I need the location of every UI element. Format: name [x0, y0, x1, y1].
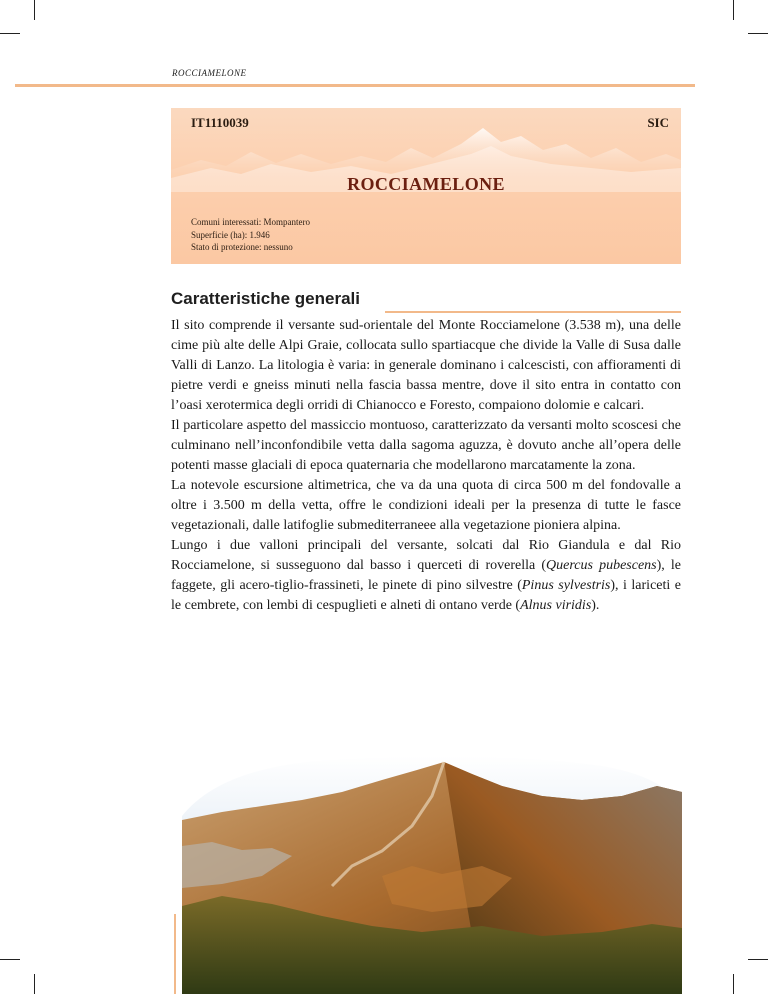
running-head: ROCCIAMELONE: [172, 68, 247, 78]
meta-protezione: Stato di protezione: nessuno: [191, 242, 293, 252]
crop-mark: [0, 33, 20, 34]
section-rule: [385, 311, 681, 313]
crop-mark: [0, 959, 20, 960]
meta-superficie: Superficie (ha): 1.946: [191, 229, 270, 240]
crop-mark: [34, 974, 35, 994]
section-title: Caratteristiche generali: [171, 289, 360, 308]
site-code: IT1110039: [191, 115, 249, 130]
header-rule: [15, 84, 695, 87]
crop-mark: [748, 959, 768, 960]
site-banner: [171, 108, 681, 264]
body-text: [171, 316, 681, 616]
crop-mark: [733, 0, 734, 20]
paragraph: La notevole escursione altimetrica, che va da una quota di circa 500 m del fondovalle a oltre i 3.500 m della vetta, offre le condizioni ideali per la presenza di tutte le fasce vegetazionali, dalle latifoglie submediterraneee alla vegetazione pioniera alpina.: [171, 478, 681, 533]
paragraph: Lungo i due valloni principali del versante, solcati dal Rio Giandula e dal Rio Rocciamelone, si susseguono dal basso i querceti di roverella (Quercus pubescens), le faggete, gli acero-tiglio-frassineti, le pinete di pino silvestre (Pinus sylvestris), i lariceti e le cembrete, con lembi di cespuglieti e alneti di ontano verde (Alnus viridis).: [171, 538, 681, 613]
meta-comuni: Comuni interessati: Mompantero: [191, 217, 310, 227]
site-type: SIC: [647, 115, 669, 130]
mountain-photo: [182, 756, 682, 994]
crop-mark: [34, 0, 35, 20]
paragraph: Il particolare aspetto del massiccio montuoso, caratterizzato da versanti molto scoscesi che culminano nell’inconfondibile vetta dalla sagoma aguzza, è dovuto anche all’opera delle potenti masse glaciali di epoca quaternaria che modellarono marcatamente la zona.: [171, 418, 681, 473]
species-name: Alnus viridis: [520, 598, 592, 613]
site-title: ROCCIAMELONE: [347, 174, 505, 194]
paragraph: Il sito comprende il versante sud-orientale del Monte Rocciamelone (3.538 m), una delle cime più alte delle Alpi Graie, collocata sullo spartiacque che divide la Valle di Susa dalle Valli di Lanzo. La litologia è varia: in generale dominano i calcescisti, con affioramenti di pietre verdi e gneiss minuti nella fascia bassa mentre, dove il sito entra in contatto con l’oasi xerotermica degli orridi di Chianocco e Foresto, compaiono dolomie e calcari.: [171, 318, 681, 413]
species-name: Quercus pubescens: [546, 558, 657, 573]
species-name: Pinus sylvestris: [521, 578, 611, 593]
crop-mark: [748, 33, 768, 34]
crop-mark: [733, 974, 734, 994]
side-accent-bar: [174, 914, 176, 994]
site-meta: [191, 216, 310, 254]
